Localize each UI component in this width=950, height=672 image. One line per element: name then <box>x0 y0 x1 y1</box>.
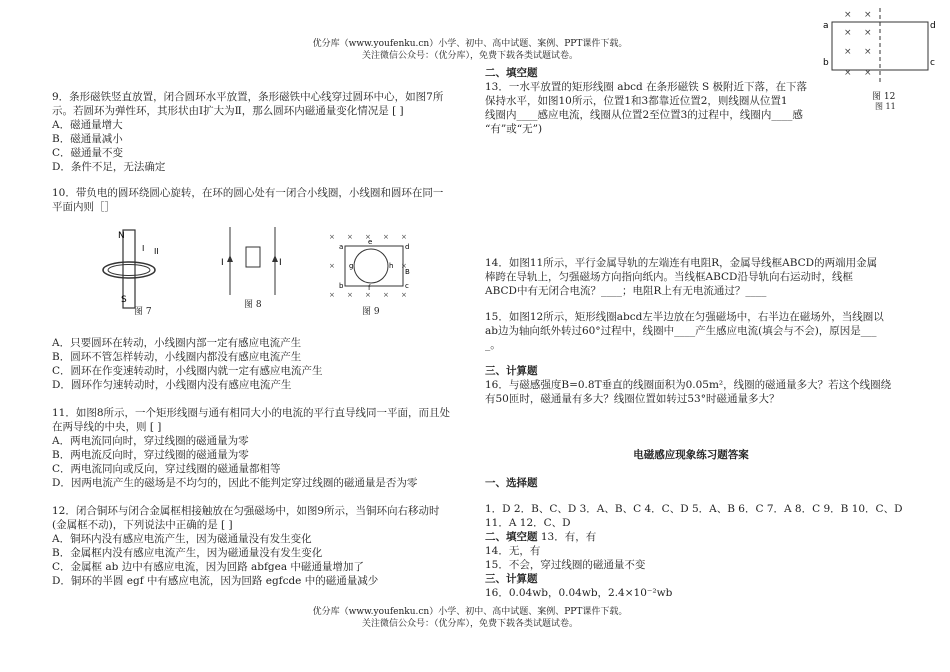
q11-option-a: A．两电流同向时，穿过线圈的磁通量为零 <box>52 435 249 447</box>
answers-title: 电磁感应现象练习题答案 <box>633 449 749 461</box>
fig7-label-n: N <box>118 231 125 241</box>
q16-line-2: 有50匝时，磁通量有多大？线圈位置如转过53°时磁通量多大？ <box>485 393 780 405</box>
svg-text:×: × <box>347 291 353 299</box>
svg-text:×: × <box>844 47 852 57</box>
section-3-heading: 三、计算题 <box>485 365 538 377</box>
figure-12 <box>820 4 938 86</box>
q12-stem-1: 12．闭合铜环与闭合金属框相接触放在匀强磁场中，如图9所示，当铜环向右移动时 <box>52 505 440 517</box>
q12-option-a: A．铜环内没有感应电流产生，因为磁通量没有发生变化 <box>52 533 312 545</box>
answers-section-2: 二、填空题 <box>485 531 538 543</box>
q16-line-1: 16．与磁感强度B=0.8T垂直的线圈面积为0.05m²，线圈的磁通量多大？若这个线圈绕 <box>485 379 892 391</box>
fig7-label-ii: II <box>154 247 159 256</box>
svg-text:h: h <box>389 262 394 270</box>
answers-line-2: 11．A 12．C、D <box>485 517 571 529</box>
q11-stem-1: 11．如图8所示，一个矩形线圈与通有相同大小的电流的平行直导线同一平面，而且处 <box>52 407 451 419</box>
svg-text:×: × <box>365 291 371 299</box>
q13-line-1: 13．一水平放置的矩形线圈 abcd 在条形磁铁 S 极附近下落，在下落 <box>485 81 807 93</box>
q12-option-d: D．铜环的半圆 egf 中有感应电流，因为回路 egfcde 中的磁通量减少 <box>52 575 379 587</box>
svg-text:×: × <box>347 233 353 241</box>
svg-text:g: g <box>349 262 354 270</box>
q10-option-b: B．圆环不管怎样转动，小线圈内都没有感应电流产生 <box>52 351 302 363</box>
fig9-caption: 图 9 <box>362 307 380 317</box>
figure-8 <box>215 225 295 297</box>
svg-text:×: × <box>401 291 407 299</box>
svg-text:×: × <box>329 291 335 299</box>
svg-text:×: × <box>864 68 872 78</box>
svg-text:×: × <box>401 233 407 241</box>
header-line-1: 优分库（www.youfenku.cn）小学、初中、高中试题、案例、PPT课件下载。 <box>312 39 628 49</box>
fig8-caption: 图 8 <box>244 300 262 310</box>
answers-q15: 15．不会，穿过线圈的磁通量不变 <box>485 559 646 571</box>
svg-text:×: × <box>401 262 407 270</box>
svg-text:c: c <box>405 282 409 290</box>
q11-option-b: B．两电流反向时，穿过线圈的磁通量为零 <box>52 449 249 461</box>
svg-text:×: × <box>864 10 872 20</box>
q15-line-1: 15．如图12所示，矩形线圈abcd左半边放在匀强磁场中，右半边在磁场外，当线圈以 <box>485 311 884 323</box>
fig11-caption: 图 11 <box>875 102 896 111</box>
svg-text:b: b <box>823 58 829 68</box>
q11-option-d: D．因两电流产生的磁场是不均匀的，因此不能判定穿过线圈的磁通量是否为零 <box>52 477 418 489</box>
q12-stem-2: (金属框不动)，下列说法中正确的是 [ ] <box>52 519 233 531</box>
answers-section-2-row <box>485 530 596 544</box>
fig7-caption: 图 7 <box>134 307 152 317</box>
svg-text:×: × <box>844 28 852 38</box>
q9-option-a: A．磁通量增大 <box>52 119 123 131</box>
svg-text:×: × <box>365 233 371 241</box>
fig7-label-i: I <box>142 244 145 253</box>
q10-option-d: D．圆环作匀速转动时，小线圈内没有感应电流产生 <box>52 379 292 391</box>
svg-text:×: × <box>329 262 335 270</box>
svg-text:×: × <box>383 291 389 299</box>
q15-line-3: _。 <box>485 339 501 351</box>
svg-text:d: d <box>930 21 936 31</box>
svg-text:×: × <box>844 68 852 78</box>
q11-option-c: C．两电流同向或反向，穿过线圈的磁通量都相等 <box>52 463 281 475</box>
svg-text:a: a <box>823 21 829 31</box>
svg-text:B: B <box>405 268 410 276</box>
section-2-heading: 二、填空题 <box>485 67 538 79</box>
q11-stem-2: 在两导线的中央，则 [ ] <box>52 421 162 433</box>
answers-line-1: 1．D 2．B、C、D 3．A、B、C 4．C、D 5．A、B 6．C 7．A 8．C 9．B 10．C、D <box>485 503 903 515</box>
q10-option-c: C．圆环在作变速转动时，小线圈内就一定有感应电流产生 <box>52 365 323 377</box>
q13-line-4: “有”或“无”) <box>485 123 543 135</box>
q12-option-c: C．金属框 ab 边中有感应电流，因为回路 abfgea 中磁通量增加了 <box>52 561 364 573</box>
fig8-current-left: I <box>221 258 224 268</box>
q9-stem-2: 示。若圆环为弹性环，其形状由Ⅰ扩大为Ⅱ，那么圆环内磁通量变化情况是 [ ] <box>52 105 404 117</box>
svg-text:b: b <box>339 282 344 290</box>
answers-q13: 13．有，有 <box>540 531 597 543</box>
svg-text:×: × <box>329 233 335 241</box>
figure-9 <box>325 228 417 302</box>
footer-line-1: 优分库（www.youfenku.cn）小学、初中、高中试题、案例、PPT课件下载。 <box>312 607 628 617</box>
fig8-current-right: I <box>279 258 282 268</box>
footer-line-2: 关注微信公众号：（优分库），免费下载各类试题试卷。 <box>361 619 578 629</box>
svg-text:e: e <box>368 238 373 246</box>
svg-text:×: × <box>383 233 389 241</box>
answers-q14: 14．无，有 <box>485 545 541 557</box>
svg-text:×: × <box>844 10 852 20</box>
q14-line-3: ABCD中有无闭合电流？____；电阻R上有无电流通过？____ <box>485 285 767 297</box>
svg-text:×: × <box>864 47 872 57</box>
q12-option-b: B．金属框内没有感应电流产生，因为磁通量没有发生变化 <box>52 547 323 559</box>
answers-section-1: 一、选择题 <box>485 477 538 489</box>
fig12-caption: 图 12 <box>872 92 896 102</box>
svg-text:×: × <box>864 28 872 38</box>
fig7-label-s: S <box>121 295 127 305</box>
q9-stem-1: 9．条形磁铁竖直放置，闭合圆环水平放置，条形磁铁中心线穿过圆环中心，如图7所 <box>52 91 444 103</box>
q9-option-b: B．磁通量减小 <box>52 133 123 145</box>
q13-line-2: 保持水平，如图10所示，位置1和3都靠近位置2，则线圈从位置1 <box>485 95 788 107</box>
q14-line-1: 14．如图11所示，平行金属导轨的左端连有电阻R，金属导线框ABCD的两端用金属 <box>485 257 878 269</box>
header-line-2: 关注微信公众号：（优分库），免费下载各类试题试卷。 <box>361 51 578 61</box>
q10-option-a: A．只要圆环在转动，小线圈内部一定有感应电流产生 <box>52 337 302 349</box>
q9-option-c: C．磁通量不变 <box>52 147 124 159</box>
q13-block <box>485 80 810 136</box>
answers-section-3: 三、计算题 <box>485 573 538 585</box>
svg-text:a: a <box>339 243 344 251</box>
q10-stem-1: 10．带负电的圆环绕圆心旋转，在环的圆心处有一闭合小线圈，小线圈和圆环在同一 <box>52 187 444 199</box>
svg-text:c: c <box>930 58 935 68</box>
answers-q16: 16．0.04wb，0.04wb，2.4×10⁻²wb <box>485 587 673 599</box>
q13-line-3: 线圈内____感应电流，线圈从位置2至位置3的过程中，线圈内____感 <box>485 109 803 121</box>
q9-option-d: D．条件不足，无法确定 <box>52 161 166 173</box>
q14-line-2: 棒跨在导轨上，匀强磁场方向指向纸内。当线框ABCD沿导轨向右运动时，线框 <box>485 271 853 283</box>
svg-text:f: f <box>368 284 371 292</box>
q10-stem-2: 平面内则［］ <box>52 201 115 213</box>
q15-line-2: ab边为轴向纸外转过60°过程中，线圈中____产生感应电流(填会与不会)，原因是___ <box>485 325 877 337</box>
svg-text:d: d <box>405 243 410 251</box>
